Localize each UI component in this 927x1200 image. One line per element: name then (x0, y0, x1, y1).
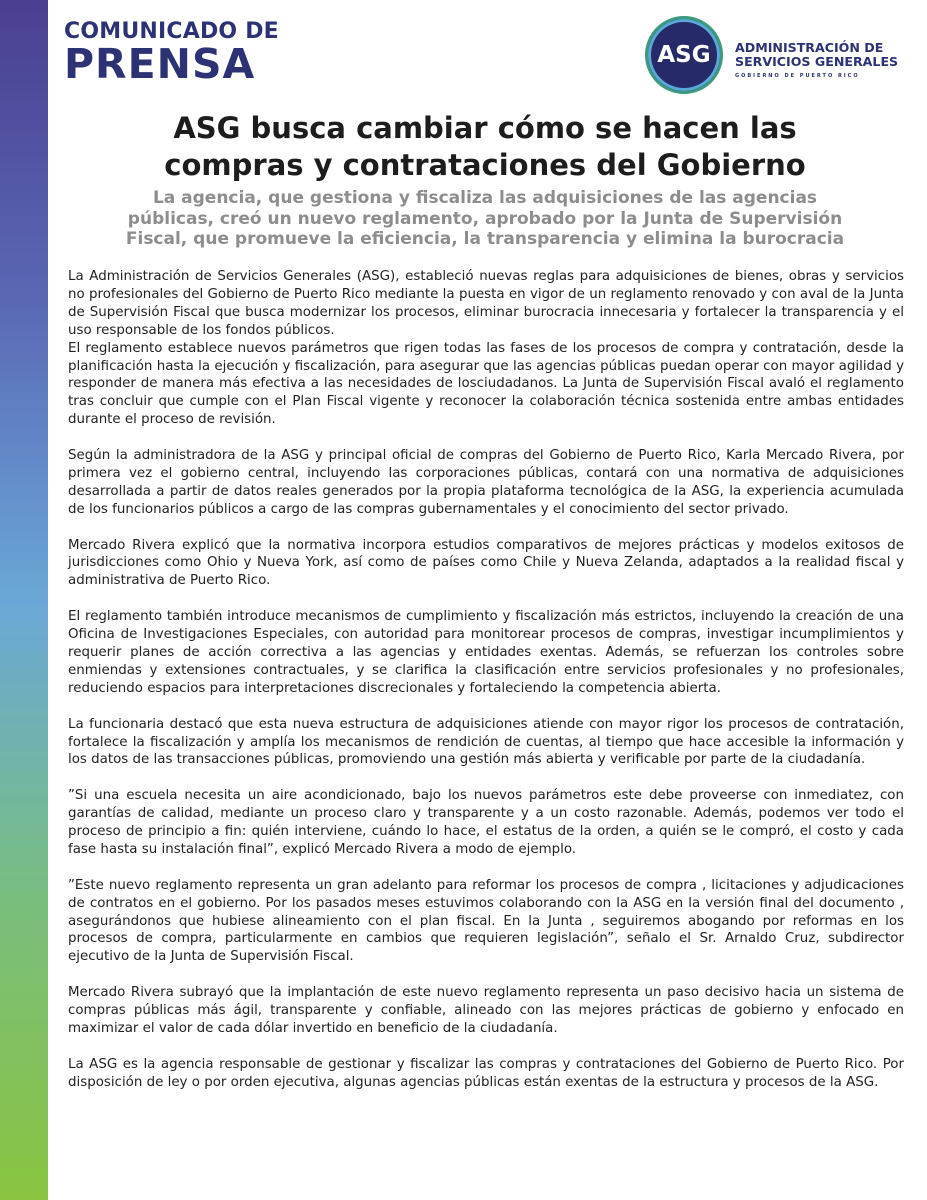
logo-line1: ADMINISTRACIÓN DE (735, 40, 884, 55)
paragraph: El reglamento establece nuevos parámetros que rigen todas las fases de los procesos de compra y contratación, desde la planificación hasta la ejecución y fiscalización, para asegurar que las agencias públicas puedan operar con mayor agilidad y responder de manera más efectiva a las necesidades de losciudadanos. La Junta de Supervisión Fiscal avaló el reglamento tras concluir que cumple con el Plan Fiscal vigente y reconocer la colaboración técnica sostenida entre ambas entidades durante el proceso de revisión. (68, 340, 904, 428)
press-release-label (64, 19, 294, 88)
paragraph: ”Si una escuela necesita un aire acondicionado, bajo los nuevos parámetros este debe proveerse con inmediatez, con garantías de calidad, mediante un proceso claro y transparente y a un costo razonable. Además, podemos ver todo el proceso de principio a fin: quién interviene, cuándo lo hace, el estatus de la orden, a quién se le compró, el costo y cada fase hasta su instalación final”, explicó Mercado Rivera a modo de ejemplo. (68, 788, 904, 857)
subheadline: La agencia, que gestiona y fiscaliza las adquisiciones de las agencias públicas, creó un nuevo reglamento, aprobado por la Junta de Supervisión Fiscal, que promueve la eficiencia, la transparencia y elimina la burocracia (125, 188, 845, 249)
paragraph: Según la administradora de la ASG y principal oficial de compras del Gobierno de Puerto Rico, Karla Mercado Rivera, por primera vez el gobierno central, incluyendo las corporaciones públicas, contará con una normativa de adquisiciones desarrollada a partir de datos reales generados por la propia plataforma tecnológica de la ASG, la experiencia acumulada de los funcionarios públicos a cargo de las compras gubernamentales y el conocimiento del sector privado. (68, 448, 904, 517)
headline: ASG busca cambiar cómo se hacen las compras y contrataciones del Gobierno (164, 111, 806, 182)
asg-logo (645, 16, 915, 106)
paragraph: La funcionaria destacó que esta nueva estructura de adquisiciones atiende con mayor rigor los procesos de contratación, fortalece la fiscalización y amplía los mecanismos de rendición de cuentas, al tiempo que hace accesible la información y los datos de las transacciones públicas, promoviendo una gestión más abierta y verificable por parte de la ciudadanía. (68, 716, 904, 768)
paragraph: La Administración de Servicios Generales (ASG), estableció nuevas reglas para adquisiciones de bienes, obras y servicios no profesionales del Gobierno de Puerto Rico mediante la puesta en vigor de un reglamento renovado y con aval de la Junta de Supervisión Fiscal que busca modernizar los procesos, eliminar burocracia innecesaria y fortalecer la transparencia y el uso responsable de los fondos públicos. (68, 269, 904, 338)
side-gradient-bar (0, 0, 48, 1200)
press-release-label-line1: COMUNICADO DE (64, 19, 279, 44)
asg-logo-emblem: ASG (645, 16, 723, 94)
paragraph: El reglamento también introduce mecanismos de cumplimiento y fiscalización más estrictos, incluyendo la creación de una Oficina de Investigaciones Especiales, con autoridad para monitorear procesos de compras, investigar incumplimientos y requerir planes de acción correctiva a las agencias y entidades exentas. Además, se refuerzan los controles sobre enmiendas y extensiones contractuales, y se clarifica la clasificación entre servicios profesionales y no profesionales, reduciendo espacios para interpretaciones discrecionales y fortaleciendo la competencia abierta. (68, 609, 904, 696)
paragraph: Mercado Rivera explicó que la normativa incorpora estudios comparativos de mejores prácticas y modelos exitosos de jurisdicciones como Ohio y Nueva York, así como de países como Chile y Nueva Zelanda, adaptados a la realidad fiscal y administrativa de Puerto Rico. (68, 537, 904, 589)
logo-line2: SERVICIOS GENERALES (735, 54, 899, 69)
paragraph: ”Este nuevo reglamento representa un gran adelanto para reformar los procesos de compra , licitaciones y adjudicaciones de contratos en el gobierno. Por los pasados meses estuvimos colaborando con la ASG en la versión final del documento , asegurándonos que hubiese alineamiento con el plan fiscal. En la Junta , seguiremos abogando por reformas en los procesos de compra, particularmente en cambios que requieren legislación”, señalo el Sr. Arnaldo Cruz, subdirector ejecutivo de la Junta de Supervisión Fiscal. (68, 877, 904, 965)
asg-logo-wordmark (735, 41, 915, 80)
press-release-label-line2: PRENSA (64, 40, 256, 88)
logo-line3: GOBIERNO DE PUERTO RICO (735, 73, 860, 79)
paragraph: Mercado Rivera subrayó que la implantación de este nuevo reglamento representa un paso decisivo hacia un sistema de compras públicas más ágil, transparente y confiable, alineado con las mejores prácticas de gobierno y enfocado en maximizar el valor de cada dólar invertido en beneficio de la ciudadanía. (68, 985, 904, 1036)
article-body (68, 268, 904, 1092)
paragraph: La ASG es la agencia responsable de gestionar y fiscalizar las compras y contrataciones del Gobierno de Puerto Rico. Por disposición de ley o por orden ejecutiva, algunas agencias públicas están exentas de la estructura y procesos de la ASG. (68, 1056, 904, 1090)
